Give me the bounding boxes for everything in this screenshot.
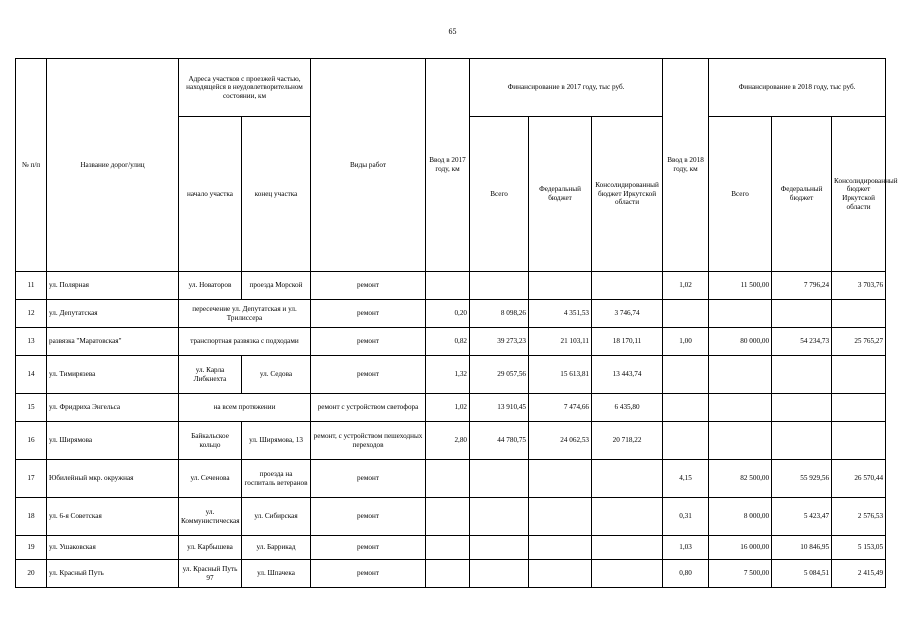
header-total-2017: Всего — [470, 117, 529, 272]
cell-start: Байкальское кольцо — [179, 422, 242, 460]
cell-start: ул. Новаторов — [179, 272, 242, 300]
cell-intro-2018 — [663, 300, 709, 328]
cell-total-2018: 7 500,00 — [709, 560, 772, 588]
cell-intro-2018: 4,15 — [663, 460, 709, 498]
cell-num: 15 — [16, 394, 47, 422]
header-num: № п/п — [16, 59, 47, 272]
table-row — [16, 356, 886, 394]
header-work: Виды работ — [311, 59, 426, 272]
cell-federal-2017 — [529, 498, 592, 536]
cell-end: ул. Седова — [242, 356, 311, 394]
cell-end: ул. Шпачека — [242, 560, 311, 588]
cell-consolidated-2017: 3 746,74 — [592, 300, 663, 328]
cell-intro-2017 — [426, 498, 470, 536]
cell-consolidated-2018: 26 570,44 — [832, 460, 886, 498]
header-name: Название дорог/улиц — [47, 59, 179, 272]
cell-total-2018 — [709, 300, 772, 328]
table-row — [16, 460, 886, 498]
header-addresses: Адреса участков с проезжей частью, находящейся в неудовлетворительном состоянии, км — [179, 59, 311, 117]
cell-consolidated-2017 — [592, 536, 663, 560]
cell-federal-2018 — [772, 356, 832, 394]
header-intro-2018: Ввод в 2018 году, км — [663, 59, 709, 272]
cell-consolidated-2017 — [592, 272, 663, 300]
cell-num: 12 — [16, 300, 47, 328]
cell-consolidated-2017: 18 170,11 — [592, 328, 663, 356]
cell-federal-2017 — [529, 536, 592, 560]
cell-total-2017 — [470, 498, 529, 536]
cell-work: ремонт — [311, 460, 426, 498]
cell-intro-2018: 0,80 — [663, 560, 709, 588]
cell-address-span: транспортная развязка с подходами — [179, 328, 311, 356]
header-financing-2018: Финансирование в 2018 году, тыс руб. — [709, 59, 886, 117]
cell-intro-2017: 2,80 — [426, 422, 470, 460]
header-end: конец участка — [242, 117, 311, 272]
cell-intro-2018 — [663, 356, 709, 394]
header-total-2018: Всего — [709, 117, 772, 272]
table-row — [16, 498, 886, 536]
cell-end: проезда на госпиталь ветеранов — [242, 460, 311, 498]
cell-consolidated-2018 — [832, 300, 886, 328]
header-federal-2017: Федеральный бюджет — [529, 117, 592, 272]
cell-num: 14 — [16, 356, 47, 394]
cell-address-span: на всем протяжении — [179, 394, 311, 422]
cell-start: ул. Сеченова — [179, 460, 242, 498]
table-row — [16, 536, 886, 560]
header-consolidated-2018: Консолидированный бюджет Иркутской области — [832, 117, 886, 272]
cell-work: ремонт — [311, 536, 426, 560]
table-row — [16, 328, 886, 356]
cell-total-2017 — [470, 272, 529, 300]
cell-intro-2017 — [426, 536, 470, 560]
cell-consolidated-2018 — [832, 422, 886, 460]
roads-table — [15, 58, 898, 588]
cell-federal-2017: 4 351,53 — [529, 300, 592, 328]
table-row — [16, 422, 886, 460]
cell-federal-2017 — [529, 272, 592, 300]
cell-work: ремонт — [311, 356, 426, 394]
cell-name: ул. 6-я Советская — [47, 498, 179, 536]
cell-intro-2018 — [663, 422, 709, 460]
cell-total-2017 — [470, 560, 529, 588]
cell-consolidated-2018: 3 703,76 — [832, 272, 886, 300]
cell-consolidated-2017: 6 435,80 — [592, 394, 663, 422]
cell-name: ул. Красный Путь — [47, 560, 179, 588]
table-row — [16, 560, 886, 588]
cell-start: ул. Карла Либкнехта — [179, 356, 242, 394]
table-row — [16, 272, 886, 300]
cell-intro-2017 — [426, 560, 470, 588]
cell-work: ремонт — [311, 328, 426, 356]
cell-federal-2018 — [772, 422, 832, 460]
cell-total-2017: 8 098,26 — [470, 300, 529, 328]
cell-name: ул. Депутатская — [47, 300, 179, 328]
cell-federal-2018: 55 929,56 — [772, 460, 832, 498]
cell-num: 20 — [16, 560, 47, 588]
table-body — [16, 272, 886, 588]
header-financing-2017: Финансирование в 2017 году, тыс руб. — [470, 59, 663, 117]
cell-name: ул. Ширямова — [47, 422, 179, 460]
cell-consolidated-2018: 5 153,05 — [832, 536, 886, 560]
table-row — [16, 300, 886, 328]
cell-intro-2018: 0,31 — [663, 498, 709, 536]
cell-work: ремонт — [311, 560, 426, 588]
cell-federal-2017: 24 062,53 — [529, 422, 592, 460]
cell-intro-2018: 1,02 — [663, 272, 709, 300]
cell-end: ул. Баррикад — [242, 536, 311, 560]
cell-federal-2017 — [529, 460, 592, 498]
cell-federal-2017: 7 474,66 — [529, 394, 592, 422]
cell-total-2018 — [709, 394, 772, 422]
cell-intro-2018: 1,00 — [663, 328, 709, 356]
cell-federal-2017: 21 103,11 — [529, 328, 592, 356]
cell-total-2017: 44 780,75 — [470, 422, 529, 460]
cell-name: ул. Полярная — [47, 272, 179, 300]
cell-federal-2018: 5 423,47 — [772, 498, 832, 536]
cell-num: 11 — [16, 272, 47, 300]
cell-work: ремонт — [311, 300, 426, 328]
header-intro-2017: Ввод в 2017 году, км — [426, 59, 470, 272]
cell-work: ремонт, с устройством пешеходных переходов — [311, 422, 426, 460]
cell-consolidated-2017: 13 443,74 — [592, 356, 663, 394]
cell-federal-2018 — [772, 300, 832, 328]
cell-total-2018: 8 000,00 — [709, 498, 772, 536]
cell-intro-2017: 1,02 — [426, 394, 470, 422]
cell-consolidated-2018 — [832, 356, 886, 394]
cell-federal-2018: 54 234,73 — [772, 328, 832, 356]
cell-consolidated-2018: 2 415,49 — [832, 560, 886, 588]
header-consolidated-2017: Консолидированный бюджет Иркутской области — [592, 117, 663, 272]
header-federal-2018: Федеральный бюджет — [772, 117, 832, 272]
cell-federal-2017 — [529, 560, 592, 588]
cell-total-2018: 82 500,00 — [709, 460, 772, 498]
cell-start: ул. Красный Путь 97 — [179, 560, 242, 588]
cell-consolidated-2018 — [832, 394, 886, 422]
cell-num: 18 — [16, 498, 47, 536]
header-start: начало участка — [179, 117, 242, 272]
cell-intro-2017: 0,82 — [426, 328, 470, 356]
cell-consolidated-2018: 25 765,27 — [832, 328, 886, 356]
cell-federal-2018 — [772, 394, 832, 422]
cell-total-2017 — [470, 460, 529, 498]
cell-intro-2017 — [426, 272, 470, 300]
cell-intro-2018 — [663, 394, 709, 422]
cell-num: 16 — [16, 422, 47, 460]
page-number: 65 — [448, 27, 457, 36]
cell-num: 19 — [16, 536, 47, 560]
cell-total-2017: 39 273,23 — [470, 328, 529, 356]
cell-total-2018: 16 000,00 — [709, 536, 772, 560]
cell-end: ул. Сибирская — [242, 498, 311, 536]
cell-total-2018 — [709, 422, 772, 460]
cell-name: Юбилейный мкр. окружная — [47, 460, 179, 498]
cell-name: ул. Ушаковская — [47, 536, 179, 560]
cell-intro-2017: 1,32 — [426, 356, 470, 394]
cell-total-2018: 11 500,00 — [709, 272, 772, 300]
cell-consolidated-2017 — [592, 460, 663, 498]
cell-name: развязка "Маратовская" — [47, 328, 179, 356]
cell-name: ул. Фридриха Энгельса — [47, 394, 179, 422]
cell-work: ремонт с устройством светофора — [311, 394, 426, 422]
cell-end: ул. Ширямова, 13 — [242, 422, 311, 460]
cell-consolidated-2017 — [592, 498, 663, 536]
cell-intro-2018: 1,03 — [663, 536, 709, 560]
cell-end: проезда Морской — [242, 272, 311, 300]
table-row — [16, 394, 886, 422]
cell-total-2017: 13 910,45 — [470, 394, 529, 422]
cell-start: ул. Коммунистическая — [179, 498, 242, 536]
cell-address-span: пересечение ул. Депутатская и ул. Трилиссера — [179, 300, 311, 328]
cell-federal-2018: 5 084,51 — [772, 560, 832, 588]
cell-consolidated-2017 — [592, 560, 663, 588]
cell-consolidated-2018: 2 576,53 — [832, 498, 886, 536]
cell-name: ул. Тимирязева — [47, 356, 179, 394]
cell-consolidated-2017: 20 718,22 — [592, 422, 663, 460]
cell-federal-2018: 10 846,95 — [772, 536, 832, 560]
cell-start: ул. Карбышева — [179, 536, 242, 560]
cell-federal-2018: 7 796,24 — [772, 272, 832, 300]
cell-intro-2017 — [426, 460, 470, 498]
cell-federal-2017: 15 613,81 — [529, 356, 592, 394]
cell-total-2018 — [709, 356, 772, 394]
cell-total-2018: 80 000,00 — [709, 328, 772, 356]
cell-work: ремонт — [311, 272, 426, 300]
cell-total-2017 — [470, 536, 529, 560]
cell-total-2017: 29 057,56 — [470, 356, 529, 394]
cell-num: 17 — [16, 460, 47, 498]
cell-num: 13 — [16, 328, 47, 356]
cell-work: ремонт — [311, 498, 426, 536]
cell-intro-2017: 0,20 — [426, 300, 470, 328]
